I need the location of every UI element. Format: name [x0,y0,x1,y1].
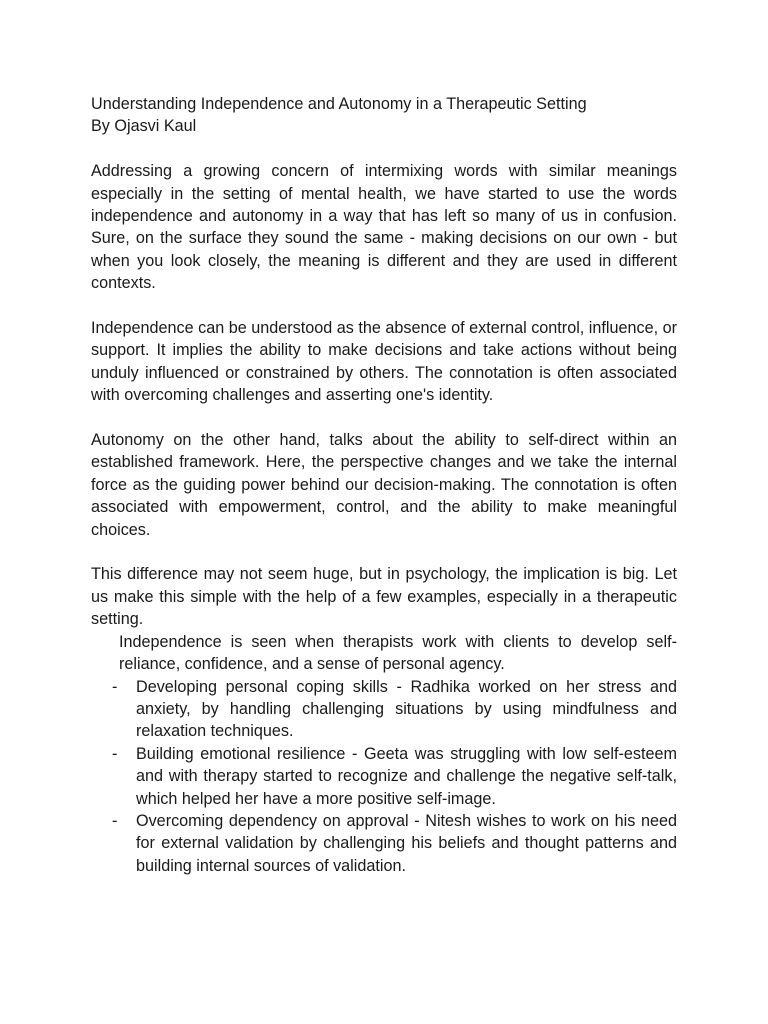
paragraph-autonomy: Autonomy on the other hand, talks about the ability to self-direct within an established framework. Here, the perspective changes and we take the internal force as the guiding power behind our decision-making. The connotation is often associated with empowerment, control, and the ability to make meaningful choices. [91,431,677,539]
document-page [91,93,677,877]
paragraph-independence: Independence can be understood as the absence of external control, influence, or support. It implies the ability to make decisions and take actions without being unduly influenced or constrained by others. The connotation is often associated with overcoming challenges and asserting one's identity. [91,319,677,405]
document-title: Understanding Independence and Autonomy in a Therapeutic Setting [91,95,587,113]
title-block [91,93,677,138]
paragraph-intro: Addressing a growing concern of intermixing words with similar meanings especially in the setting of mental health, we have started to use the words independence and autonomy in a way that has left so many of us in confusion. Sure, on the surface they sound the same - making decisions on our own - but when you look closely, the meaning is different and they are used in different contexts. [91,162,677,293]
indented-paragraph: Independence is seen when therapists work with clients to develop self-reliance, confidence, and a sense of personal agency. [119,632,677,674]
author-byline: By Ojasvi Kaul [91,117,197,136]
list-item [91,743,677,810]
list-dash-marker: - [112,677,118,696]
list-item [91,676,677,743]
paragraph-difference: This difference may not seem huge, but in psychology, the implication is big. Let us make this simple with the help of a few examples, especially in a therapeutic setting. [91,565,677,629]
list-item-text: Developing personal coping skills - Radhika worked on her stress and anxiety, by handling challenging situations by using mindfulness and relaxation techniques. [136,677,677,741]
examples-list [91,676,677,878]
list-dash-marker: - [112,811,118,830]
list-item-text: Building emotional resilience - Geeta was struggling with low self-esteem and with therapy started to recognize and challenge the negative self-talk, which helped her have a more positive self-image. [136,744,677,808]
list-item [91,810,677,877]
list-item-text: Overcoming dependency on approval - Nitesh wishes to work on his need for external validation by challenging his beliefs and thought patterns and building internal sources of validation. [136,811,677,875]
list-dash-marker: - [112,744,118,763]
